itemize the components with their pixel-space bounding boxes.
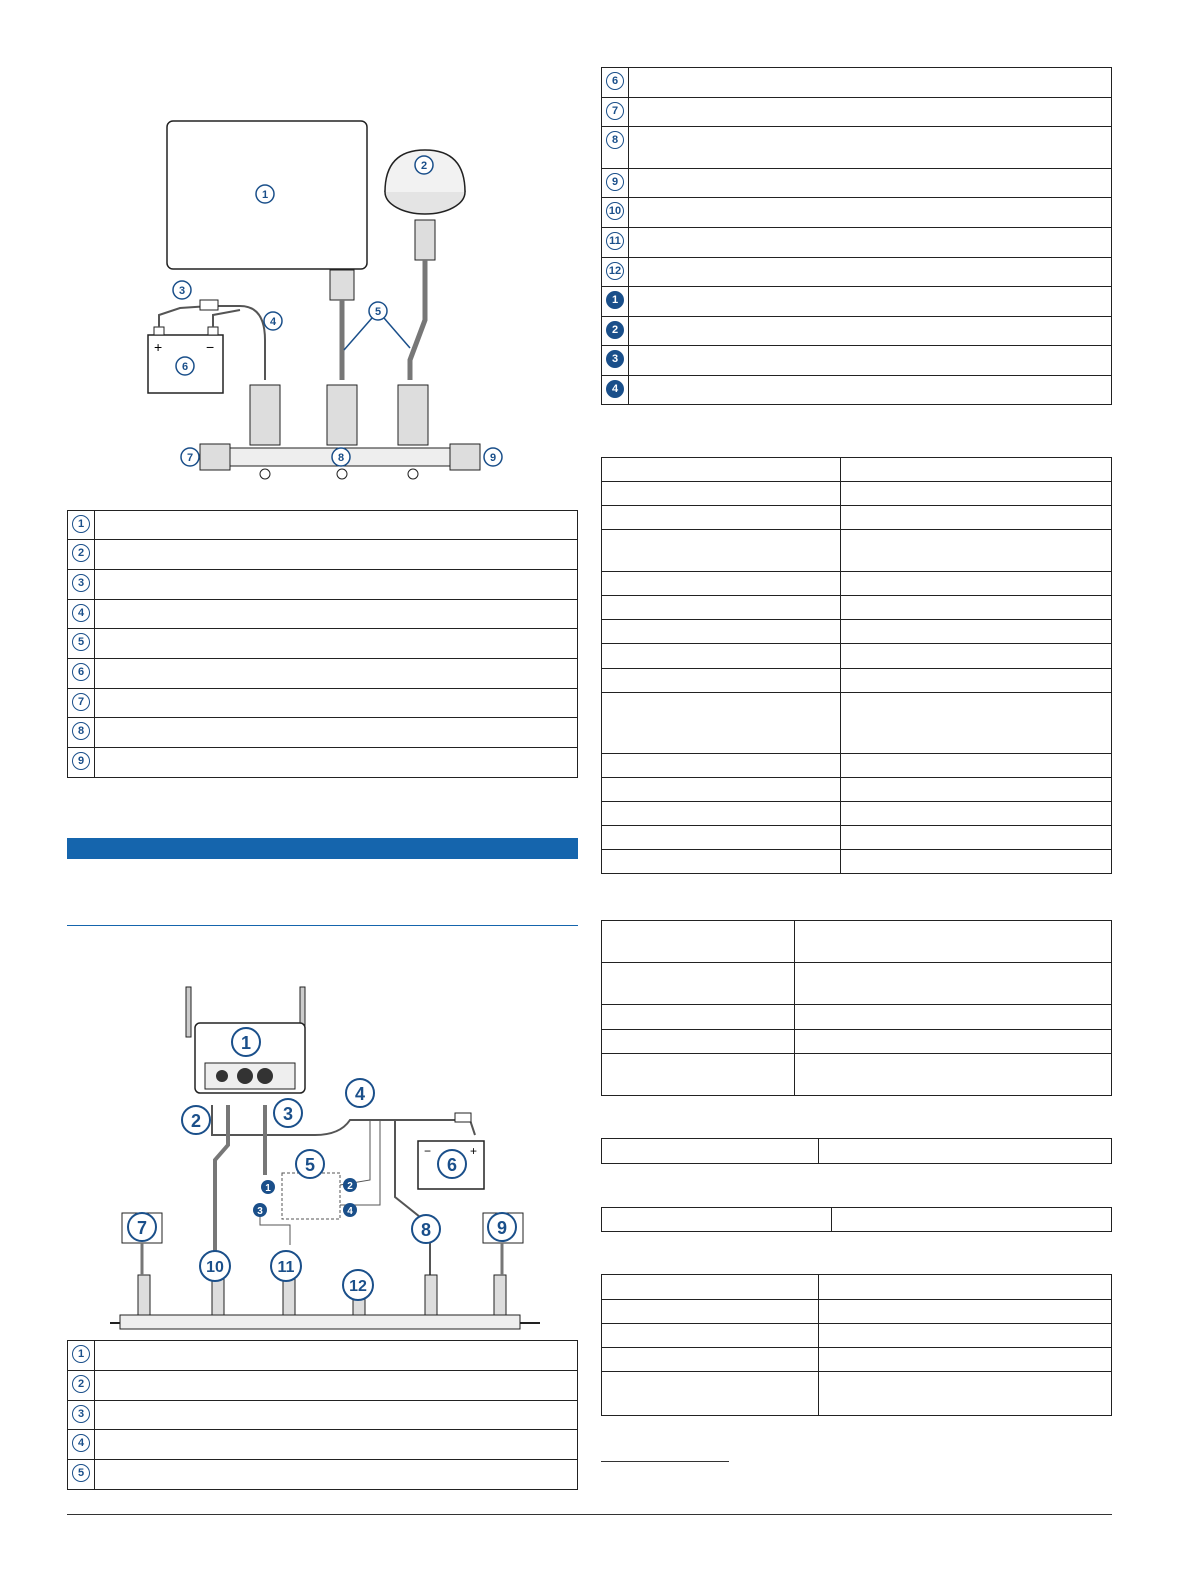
- callout-1: [256, 185, 274, 203]
- callout-5: [369, 302, 387, 320]
- svg-text:4: 4: [354, 1084, 366, 1104]
- legend-number: 1: [72, 515, 90, 533]
- legend-number-filled: 3: [606, 350, 624, 368]
- svg-text:3: 3: [257, 1206, 263, 1217]
- legend-number: 7: [606, 102, 624, 120]
- svg-text:2: 2: [420, 160, 428, 172]
- spec-table-4: [601, 1207, 1112, 1232]
- callout-4: [346, 1079, 374, 1107]
- legend-number: 12: [606, 262, 624, 280]
- legend-number: 9: [72, 752, 90, 770]
- svg-text:3: 3: [282, 1104, 294, 1124]
- svg-text:−: −: [206, 339, 215, 355]
- spec-table-2: [601, 920, 1112, 1096]
- svg-text:3: 3: [178, 285, 186, 297]
- svg-text:7: 7: [186, 452, 194, 464]
- svg-text:9: 9: [489, 452, 497, 464]
- svg-text:4: 4: [269, 316, 277, 328]
- svg-text:1: 1: [265, 1183, 271, 1194]
- callout-2: [182, 1106, 210, 1134]
- svg-text:5: 5: [374, 306, 382, 318]
- callout-9: [484, 448, 502, 466]
- callout-2: [415, 156, 433, 174]
- legend-number: 3: [72, 574, 90, 592]
- svg-text:5: 5: [304, 1155, 316, 1175]
- section-heading-bar: [67, 838, 578, 859]
- wiring-diagram: [100, 975, 550, 1335]
- callout-7: [128, 1213, 156, 1241]
- legend-number: 6: [606, 72, 624, 90]
- svg-text:2: 2: [190, 1111, 202, 1131]
- svg-text:1: 1: [240, 1033, 252, 1053]
- callout-5: [296, 1150, 324, 1178]
- legend-number: 4: [72, 604, 90, 622]
- svg-text:−: −: [424, 1144, 432, 1158]
- callout-8: [332, 448, 350, 466]
- footnote-rule: [601, 1461, 729, 1462]
- page-footer-rule: [67, 1514, 1112, 1515]
- callout-6: [176, 357, 194, 375]
- callout-4: [264, 312, 282, 330]
- callout-filled-3: [253, 1203, 267, 1217]
- callout-3: [274, 1099, 302, 1127]
- callout-6: [438, 1150, 466, 1178]
- legend-table-top-left: [67, 510, 578, 778]
- svg-text:12: 12: [349, 1278, 367, 1295]
- callout-10: [200, 1251, 230, 1281]
- legend-number: 9: [606, 173, 624, 191]
- svg-text:1: 1: [261, 189, 269, 201]
- callout-8: [412, 1215, 440, 1243]
- legend-number: 2: [72, 544, 90, 562]
- legend-number: 6: [72, 663, 90, 681]
- spec-table-5: [601, 1274, 1112, 1416]
- callout-filled-1: [261, 1180, 275, 1194]
- svg-text:7: 7: [136, 1218, 148, 1238]
- svg-text:6: 6: [181, 361, 189, 373]
- legend-number-filled: 1: [606, 291, 624, 309]
- legend-number: 2: [72, 1375, 90, 1393]
- callout-9: [488, 1213, 516, 1241]
- spec-table-3: [601, 1138, 1112, 1164]
- nmea-network-diagram: [140, 110, 520, 495]
- legend-number: 1: [72, 1345, 90, 1363]
- callout-1: [232, 1028, 260, 1056]
- svg-text:4: 4: [347, 1206, 353, 1217]
- legend-number-filled: 2: [606, 321, 624, 339]
- svg-text:+: +: [470, 1144, 478, 1158]
- legend-number: 8: [72, 722, 90, 740]
- legend-number: 8: [606, 131, 624, 149]
- svg-text:8: 8: [337, 452, 345, 464]
- callout-filled-4: [343, 1203, 357, 1217]
- legend-table-top-right: [601, 67, 1112, 405]
- callout-filled-2: [343, 1178, 357, 1192]
- svg-text:8: 8: [420, 1220, 432, 1240]
- callout-3: [173, 281, 191, 299]
- svg-text:6: 6: [446, 1155, 458, 1175]
- legend-number: 4: [72, 1434, 90, 1452]
- legend-number-filled: 4: [606, 380, 624, 398]
- legend-table-bottom-left: [67, 1340, 578, 1490]
- callout-7: [181, 448, 199, 466]
- svg-text:9: 9: [496, 1218, 508, 1238]
- callout-12: [343, 1270, 373, 1300]
- svg-text:+: +: [154, 339, 163, 355]
- callout-11: [271, 1251, 301, 1281]
- legend-number: 5: [72, 633, 90, 651]
- legend-number: 10: [606, 202, 624, 220]
- legend-number: 5: [72, 1464, 90, 1482]
- spec-table-1: [601, 457, 1112, 874]
- legend-number: 11: [606, 232, 624, 250]
- legend-number: 7: [72, 693, 90, 711]
- legend-number: 3: [72, 1405, 90, 1423]
- svg-text:11: 11: [277, 1259, 295, 1276]
- subsection-rule: [67, 925, 578, 926]
- svg-text:2: 2: [347, 1181, 353, 1192]
- svg-text:10: 10: [206, 1259, 224, 1276]
